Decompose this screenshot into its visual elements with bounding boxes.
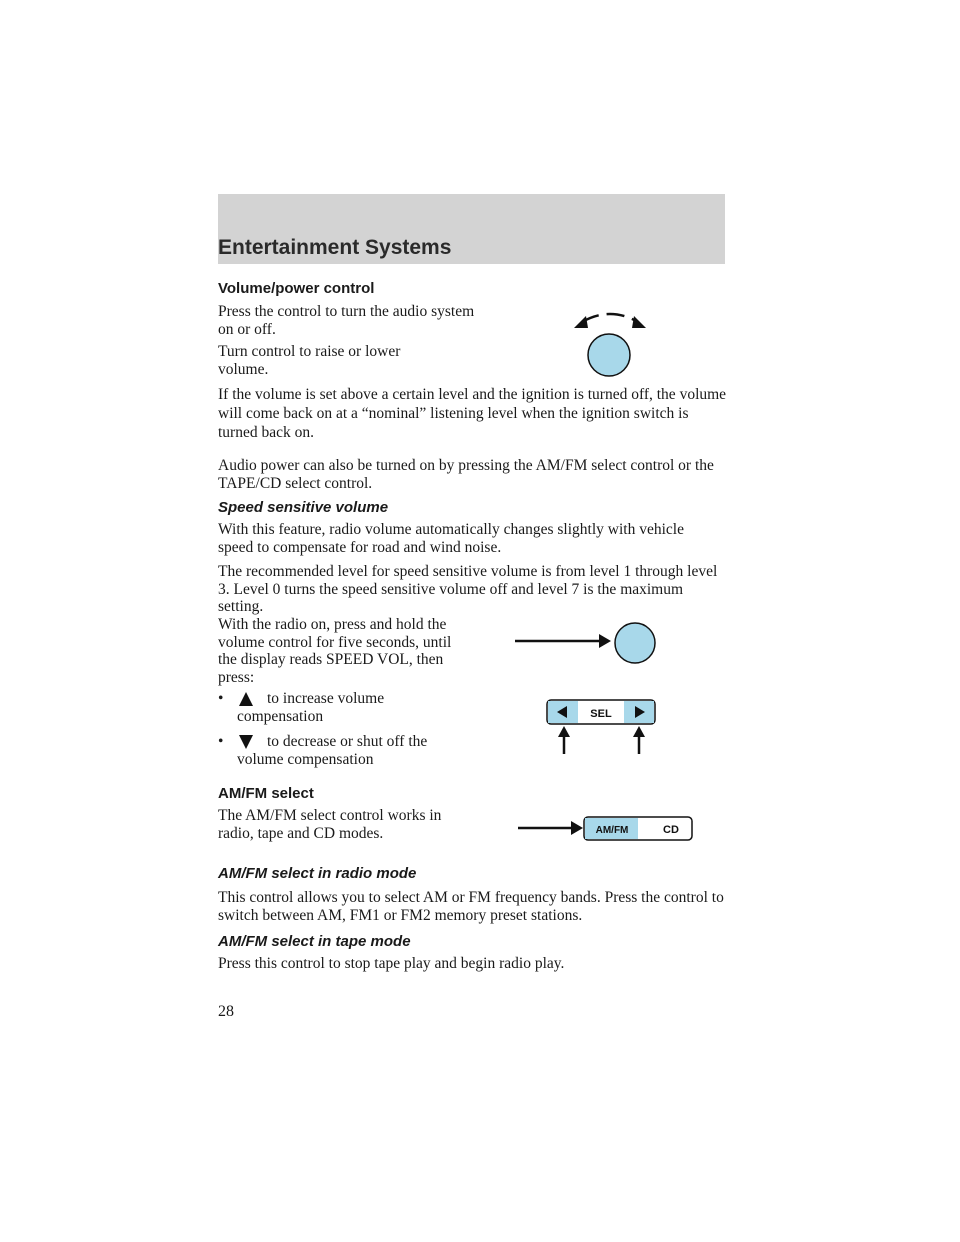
- heading-speed-sensitive: Speed sensitive volume: [218, 499, 389, 516]
- paragraph-speed-2: The recommended level for speed sensitive volume is from level 1 through level 3. Level 0 turns the speed sensitive volume off and level 7 is the maximum setting.: [218, 563, 718, 615]
- paragraph-tape-1: Press this control to stop tape play and begin radio play.: [218, 955, 565, 972]
- paragraph-volume-1: Press the control to turn the audio system on or off.: [218, 303, 475, 338]
- heading-volume-power: Volume/power control: [218, 280, 375, 297]
- paragraph-amfm-1: The AM/FM select control works in radio, tape and CD modes.: [218, 807, 442, 842]
- heading-tape-mode: AM/FM select in tape mode: [218, 933, 411, 950]
- paragraph-speed-3: With the radio on, press and hold the volume control for five seconds, until the display reads SPEED VOL, then press:: [218, 616, 452, 686]
- amfm-cd-control-diagram: [518, 816, 698, 844]
- arrow-up-icon: [558, 726, 570, 737]
- section-title: Entertainment Systems: [218, 236, 452, 259]
- page-number: 28: [218, 1003, 234, 1020]
- volume-knob-icon: [588, 334, 630, 376]
- arrow-left-icon: [574, 316, 588, 328]
- heading-amfm-select: AM/FM select: [218, 785, 314, 802]
- bullet-decrease: to decrease or shut off the volume compensation: [237, 733, 428, 768]
- paragraph-volume-2: Turn control to raise or lower volume.: [218, 343, 401, 378]
- sel-control-diagram: [545, 698, 660, 756]
- paragraph-volume-4: Audio power can also be turned on by pressing the AM/FM select control or the TAPE/CD select control.: [218, 457, 714, 492]
- heading-radio-mode: AM/FM select in radio mode: [218, 865, 417, 882]
- sel-label: SEL: [590, 708, 612, 720]
- cd-label: CD: [663, 824, 679, 836]
- paragraph-volume-3: If the volume is set above a certain level and the ignition is turned off, the volume will come back on at a “nominal” listening level when the ignition switch is turned back on.: [218, 386, 727, 441]
- arrow-right-icon: [599, 634, 611, 648]
- volume-knob-icon: [615, 623, 655, 663]
- arrow-right-icon: [571, 821, 583, 835]
- volume-knob-press-diagram: [515, 620, 660, 668]
- volume-knob-rotate-diagram: [570, 308, 650, 378]
- amfm-label: AM/FM: [595, 825, 629, 836]
- bullet-dot: •: [218, 690, 224, 707]
- bullet-increase: to increase volume compensation: [237, 690, 385, 725]
- paragraph-speed-1: With this feature, radio volume automatically changes slightly with vehicle speed to compensate for road and wind noise.: [218, 521, 684, 556]
- arrow-right-icon: [632, 316, 646, 328]
- bullet-dot: •: [218, 733, 224, 750]
- arrow-up-icon: [633, 726, 645, 737]
- paragraph-radio-1: This control allows you to select AM or FM frequency bands. Press the control to switch between AM, FM1 or FM2 memory preset stations.: [218, 889, 724, 924]
